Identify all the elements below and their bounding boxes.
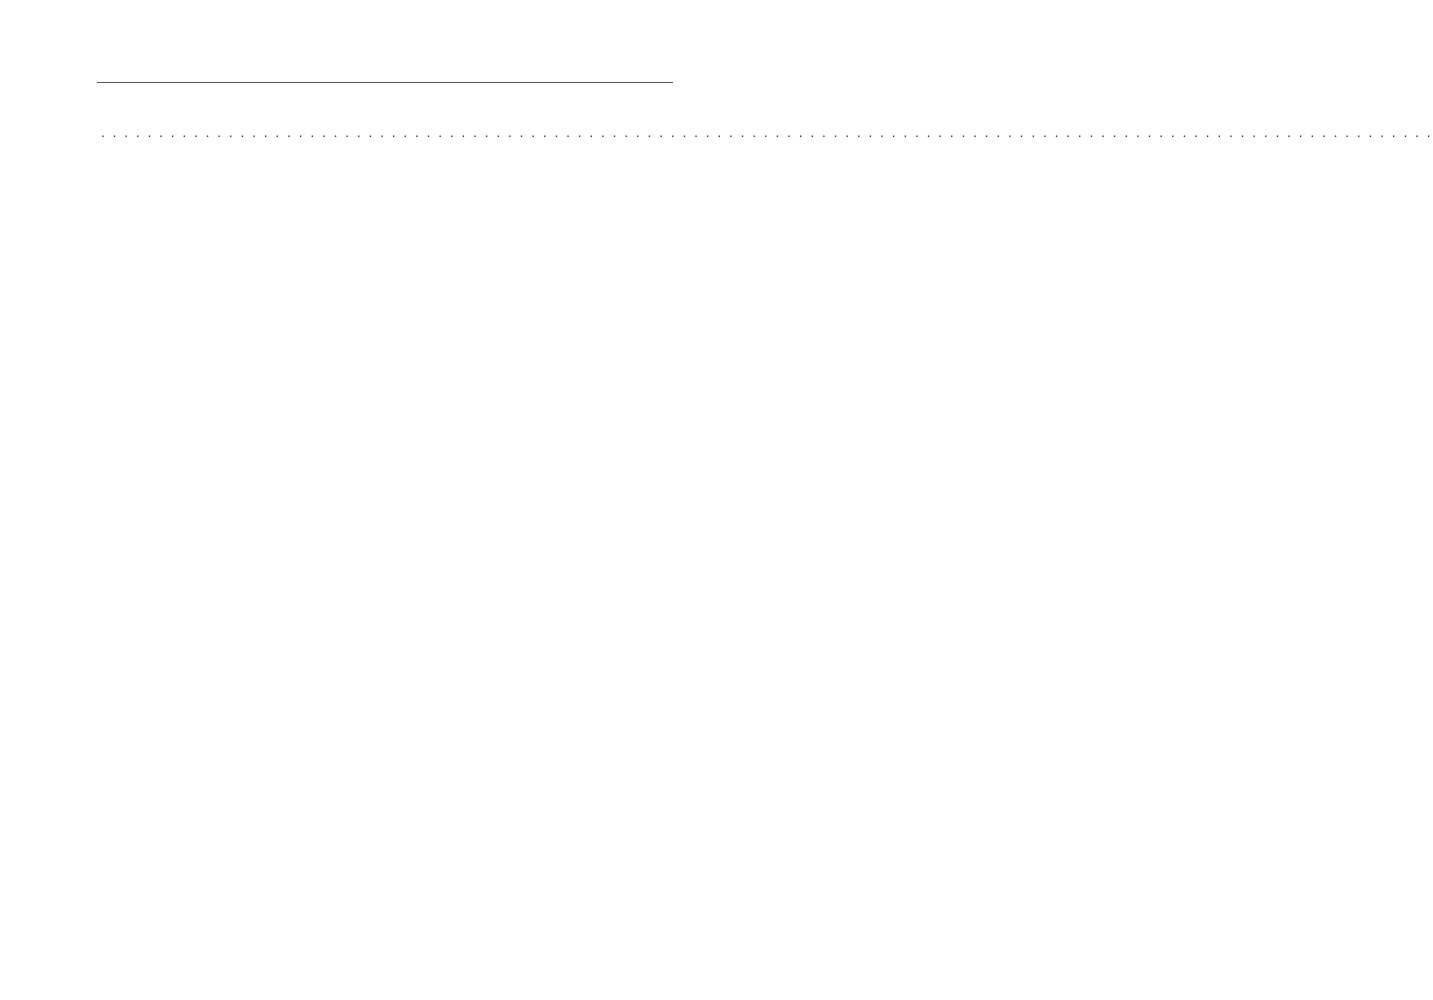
leader-dots: . . . . . . . . . . . . . . . . . . . . . . . . . . . . . . . . . . . . . . . . . . . . . . . . . . . . . . . . . . . . . . . . . . . . . . . . . . . . . . . . . . . . . . . . . . . . . . . . . . . . . . . . . . . . . . . . . . . <box>101 126 1433 140</box>
running-header <box>97 58 673 83</box>
toc-entry-to-reader[interactable] <box>97 126 1433 141</box>
table-of-contents <box>97 104 1433 155</box>
